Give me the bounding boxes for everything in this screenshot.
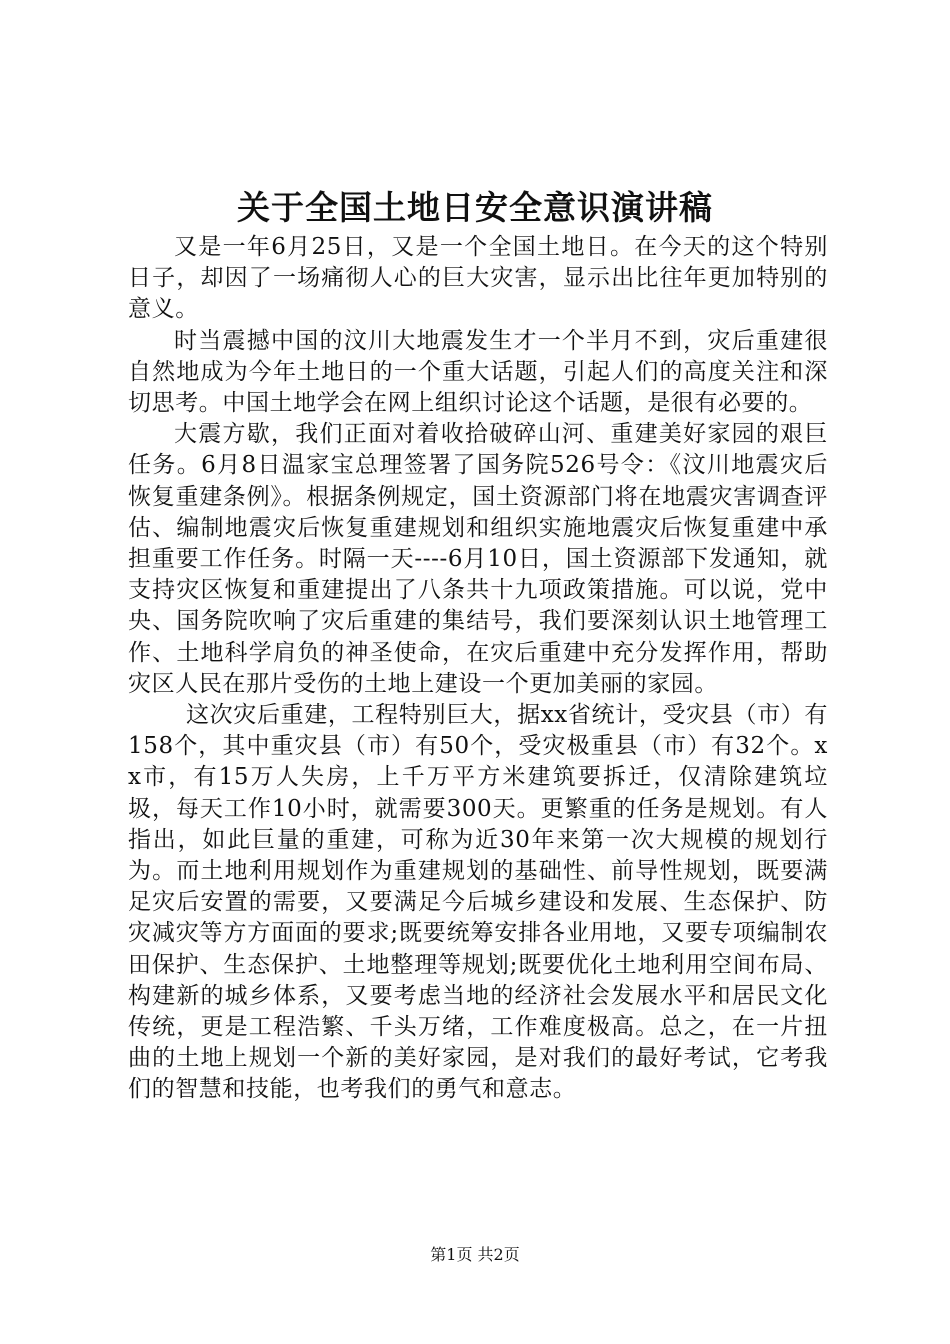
document-title: 关于全国土地日安全意识演讲稿 [237,188,713,227]
paragraph-1: 又是一年6月25日，又是一个全国土地日。在今天的这个特别日子，却因了一场痛彻人心的巨大灾害，显示出比往年更加特别的意义。 [128,234,828,323]
document-body [128,232,828,1106]
page-number-footer: 第1页 共2页 [430,1245,520,1264]
paragraph-3: 大震方歇，我们正面对着收拾破碎山河、重建美好家园的艰巨任务。6月8日温家宝总理签署了国务院526号令：《汶川地震灾后恢复重建条例》。根据条例规定，国土资源部门将在地震灾害调查评估、编制地震灾后恢复重建规划和组织实施地震灾后恢复重建中承担重要工作任务。时隔一天----6月10日，国土资源部下发通知，就支持灾区恢复和重建提出了八条共十九项政策措施。可以说，党中央、国务院吹响了灾后重建的集结号，我们要深刻认识土地管理工作、土地科学肩负的神圣使命，在灾后重建中充分发挥作用，帮助灾区人民在那片受伤的土地上建设一个更加美丽的家园。 [128,421,828,697]
paragraph-4: 这次灾后重建，工程特别巨大，据xx省统计，受灾县（市）有158个，其中重灾县（市）有50个，受灾极重县（市）有32个。xx市，有15万人失房，上千万平方米建筑要拆迁，仅清除建筑垃圾，每天工作10小时，就需要300天。更繁重的任务是规划。有人指出，如此巨量的重建，可称为近30年来第一次大规模的规划行为。而土地利用规划作为重建规划的基础性、前导性规划，既要满足灾后安置的需要，又要满足今后城乡建设和发展、生态保护、防灾减灾等方方面面的要求;既要统筹安排各业用地，又要专项编制农田保护、生态保护、土地整理等规划;既要优化土地利用空间布局、构建新的城乡体系，又要考虑当地的经济社会发展水平和居民文化传统，更是工程浩繁、千头万绪，工作难度极高。总之，在一片扭曲的土地上规划一个新的美好家园，是对我们的最好考试，它考我们的智慧和技能，也考我们的勇气和意志。 [128,702,828,1103]
paragraph-2: 时当震撼中国的汶川大地震发生才一个半月不到，灾后重建很自然地成为今年土地日的一个重大话题，引起人们的高度关注和深切思考。中国土地学会在网上组织讨论这个话题，是很有必要的。 [128,327,828,417]
